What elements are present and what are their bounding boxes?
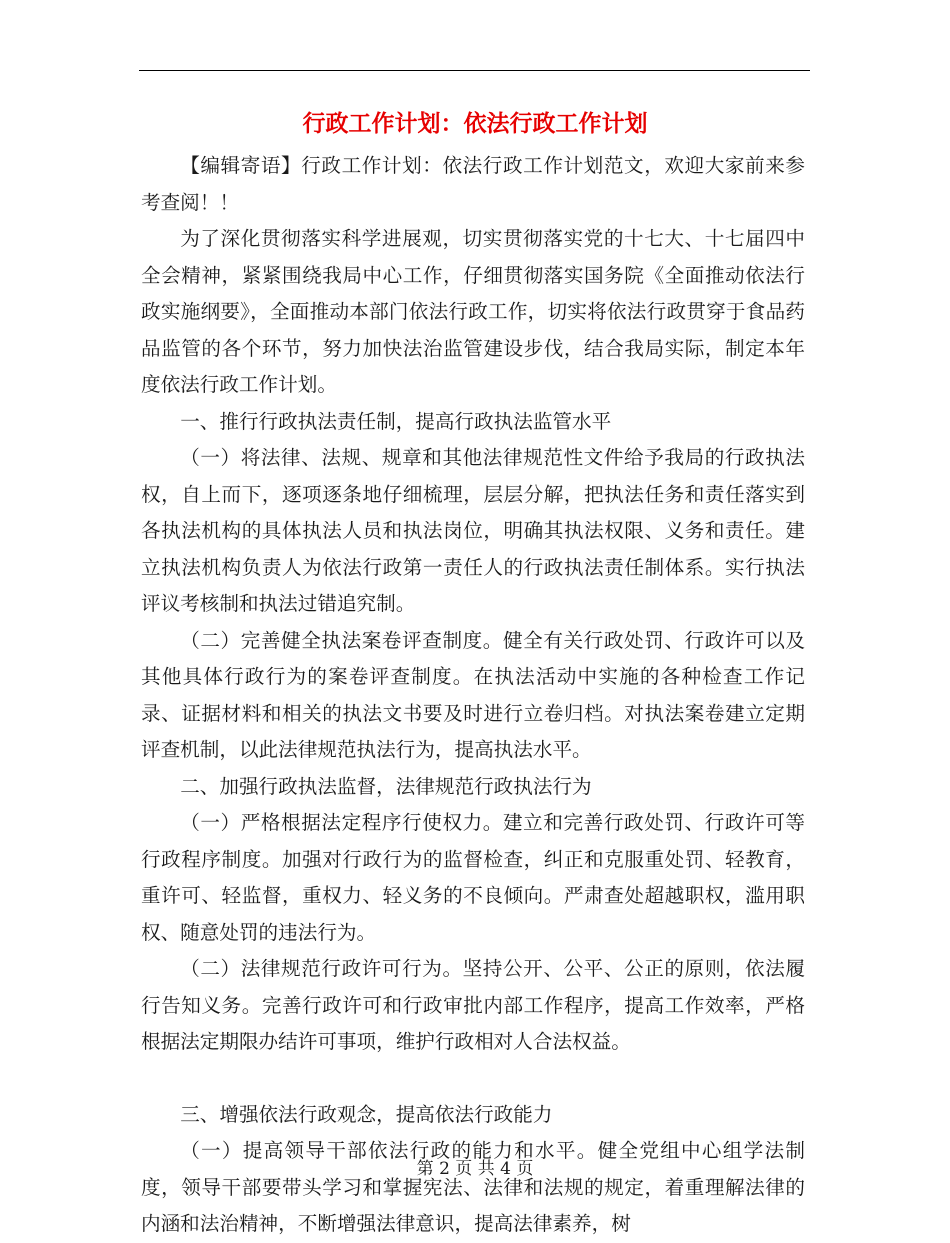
section-heading-2: 二、加强行政执法监督，法律规范行政执法行为 bbox=[180, 774, 592, 798]
section-heading-3: 三、增强依法行政观念，提高依法行政能力 bbox=[180, 1102, 553, 1126]
section-heading-1: 一、推行行政执法责任制，提高行政执法监管水平 bbox=[180, 409, 612, 433]
body-paragraph: （一）将法律、法规、规章和其他法律规范性文件给予我局的行政执法权，自上而下，逐项逐条地仔细梳理，层层分解，把执法任务和责任落实到各执法机构的具体执法人员和执法岗位，明确其执法权限、义务和责任。建立执法机构负责人为依法行政第一责任人的行政执法责任制体系。实行执法评议考核制和执法过错追究制。 bbox=[141, 446, 805, 615]
header-rule bbox=[139, 70, 810, 71]
intro-paragraph: 为了深化贯彻落实科学进展观，切实贯彻落实党的十七大、十七届四中全会精神，紧紧围绕我局中心工作，仔细贯彻落实国务院《全面推动依法行政实施纲要》，全面推动本部门依法行政工作，切实将依法行政贯穿于食品药品监管的各个环节，努力加快法治监管建设步伐，结合我局实际，制定本年度依法行政工作计划。 bbox=[141, 227, 805, 396]
body-paragraph: （二）完善健全执法案卷评查制度。健全有关行政处罚、行政许可以及其他具体行政行为的案卷评查制度。在执法活动中实施的各种检查工作记录、证据材料和相关的执法文书要及时进行立卷归档。对执法案卷建立定期评查机制，以此法律规范执法行为，提高执法水平。 bbox=[141, 628, 805, 761]
body-paragraph: （一）提高领导干部依法行政的能力和水平。健全党组中心组学法制度，领导干部要带头学习和掌握宪法、法律和法规的规定，着重理解法律的内涵和法治精神，不断增强法律意识，提高法律素养，树 bbox=[141, 1139, 805, 1235]
page-number-footer: 第 2 页 共 4 页 bbox=[416, 1159, 534, 1179]
editor-note-paragraph: 【编辑寄语】行政工作计划：依法行政工作计划范文，欢迎大家前来参考查阅！！ bbox=[141, 154, 805, 214]
document-title: 行政工作计划：依法行政工作计划 bbox=[302, 110, 648, 137]
body-paragraph: （二）法律规范行政许可行为。坚持公开、公平、公正的原则，依法履行告知义务。完善行政许可和行政审批内部工作程序，提高工作效率，严格根据法定期限办结许可事项，维护行政相对人合法权益。 bbox=[141, 957, 805, 1053]
body-paragraph: （一）严格根据法定程序行使权力。建立和完善行政处罚、行政许可等行政程序制度。加强对行政行为的监督检查，纠正和克服重处罚、轻教育，重许可、轻监督，重权力、轻义务的不良倾向。严肃查处超越职权，滥用职权、随意处罚的违法行为。 bbox=[141, 811, 805, 944]
document-body bbox=[141, 148, 805, 1243]
